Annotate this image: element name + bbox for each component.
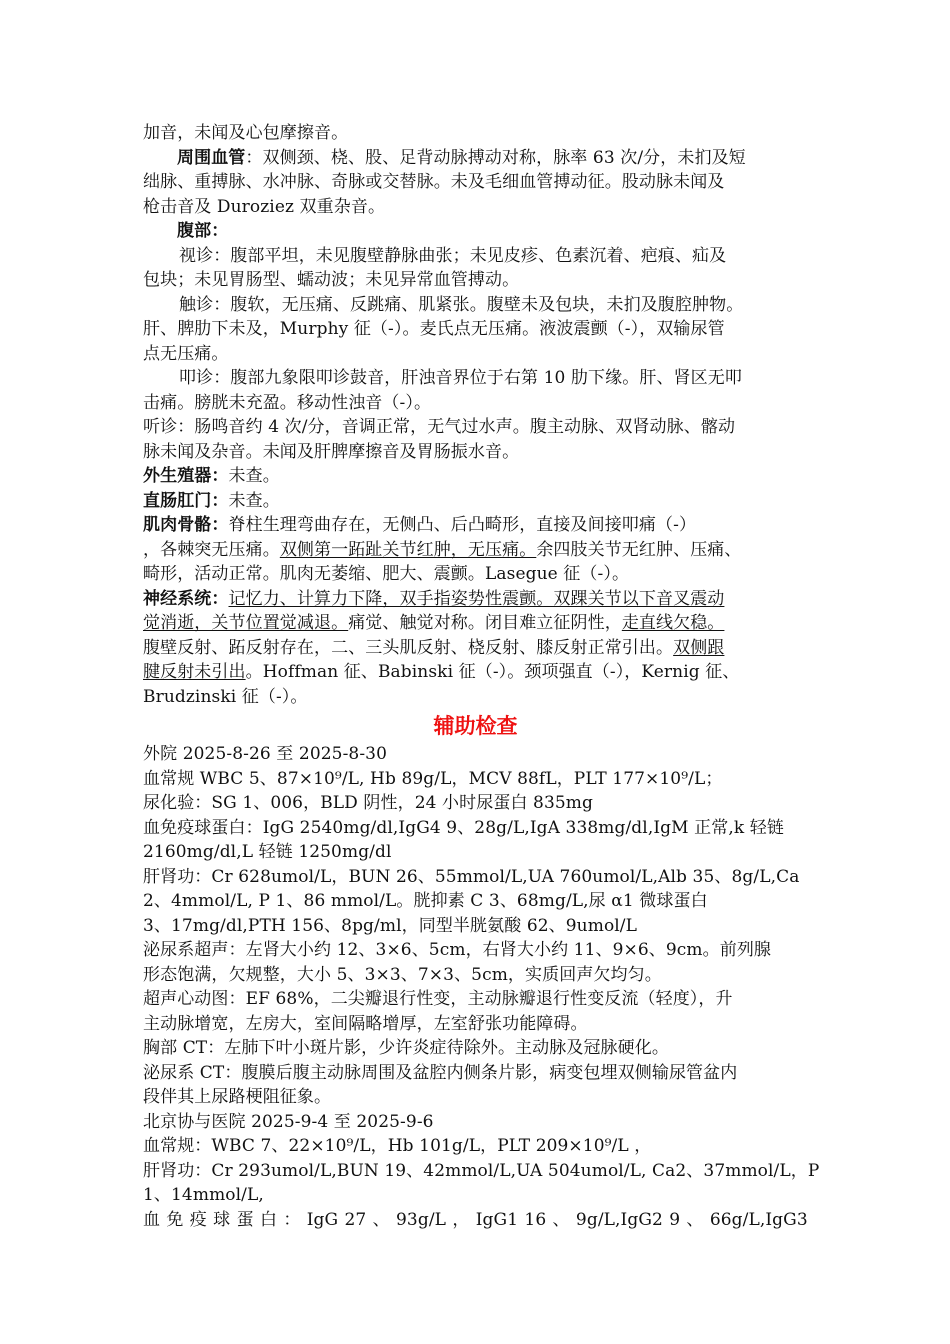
text-span: 、 [372,1209,390,1230]
text-span: 未查。 [228,466,280,486]
section-label-genitals: 外生殖器： [143,466,229,486]
underlined-finding: 走直线欠稳。 [621,613,725,633]
underlined-finding: 觉消逝，关节位置觉减退。 [143,613,349,633]
text-line: 畸形，活动正常。肌肉无萎缩、肥大、震颤。Lasegue 征（-）。 [143,564,630,584]
text-span: 9g/L,IgG2 [575,1209,663,1230]
text-line: 尿化验：SG 1、006，BLD 阴性，24 小时尿蛋白 835mg [143,793,593,813]
text-span: 疫 [189,1209,207,1230]
text-line: 触诊：腹软，无压痛、反跳痛、肌紧张。腹壁未及包块，未扪及腹腔肿物。 [179,294,744,315]
text-line: 枪击音及 Duroziez 双重杂音。 [143,196,386,217]
rectal-line [143,489,808,514]
genital-line [143,464,808,489]
text-span: 蛋 [236,1209,254,1230]
text-line: 超声心动图：EF 68%，二尖瓣退行性变，主动脉瓣退行性变反流（轻度），升 [143,989,733,1009]
text-line: 肝肾功：Cr 293umol/L,BUN 19、42mmol/L,UA 504umol/L, Ca2、37mmol/L，P [143,1160,820,1181]
text-line: 2、4mmol/L, P 1、86 mmol/L。胱抑素 C 3、68mg/L,尿 α1 微球蛋白 [143,891,708,911]
underlined-finding: 双侧跟 [673,637,725,658]
section-label-neurology: 神经系统： [143,588,229,609]
text-line: 肝、脾肋下未及，Murphy 征（-）。麦氏点无压痛。液波震颤（-），双输尿管 [143,319,725,339]
text-span: 未查。 [228,490,280,511]
neuro-line-3 [143,636,808,661]
text-span: 27 [344,1209,367,1230]
text-line: 3、17mg/dl,PTH 156、8pg/ml，同型半胱氨酸 62、9umol/L [143,915,638,936]
section-label-musculoskeletal: 肌肉骨骼： [143,515,229,535]
neuro-line-2 [143,611,808,636]
text-span: 脊柱生理弯曲存在，无侧凸、后凸畸形，直接及间接叩痛（-） [228,515,697,535]
text-line: 泌尿系超声：左肾大小约 12、3×6、5cm，右肾大小约 11、9×6、9cm。前列腺 [143,940,772,960]
text-span: ： [283,1209,301,1230]
peripheral-vessels-line [143,146,808,171]
section-label-rectum: 直肠肛门： [143,490,229,511]
msk-line-2 [143,538,808,563]
text-line: 外院 2025-8-26 至 2025-8-30 [143,744,388,764]
text-line: 听诊：肠鸣音约 4 次/分，音调正常，无气过水声。腹主动脉、双肾动脉、髂动 [143,417,736,437]
text-span: 腹壁反射、跖反射存在，二、三头肌反射、桡反射、膝反射正常引出。 [143,637,674,658]
text-span: 免 [166,1209,184,1230]
underlined-finding: 腱反射未引出 [143,662,246,682]
underlined-finding: 双侧第一跖趾关节红肿，无压痛。 [279,539,537,560]
text-line: 主动脉增宽，左房大，室间隔略增厚，左室舒张功能障碍。 [143,1013,588,1034]
text-line: 脉未闻及杂音。未闻及肝脾摩擦音及胃肠振水音。 [143,441,520,462]
text-span: IgG1 [475,1209,519,1230]
text-line: 形态饱满，欠规整，大小 5、3×3、7×3、5cm，实质回声欠均匀。 [143,964,662,985]
text-span: ， [452,1209,470,1230]
text-span: 白 [259,1209,278,1230]
text-line: 段伴其上尿路梗阻征象。 [143,1087,332,1107]
text-span: 66g/L,IgG3 [709,1209,808,1230]
text-line: 北京协与医院 2025-9-4 至 2025-9-6 [143,1111,434,1132]
text-line: 击痛。膀胱未充盈。移动性浊音（-）。 [143,392,432,413]
text-line: 血常规 WBC 5、87×10⁹/L, Hb 89g/L，MCV 88fL，PLT 177×10⁹/L； [143,768,723,789]
msk-line [143,513,808,538]
text-line: 视诊：腹部平坦，未见腹壁静脉曲张；未见皮疹、色素沉着、疤痕、疝及 [179,245,727,266]
text-span: 血 [143,1209,161,1230]
neuro-line-4 [143,660,808,685]
text-line: 绌脉、重搏脉、水冲脉、奇脉或交替脉。未及毛细血管搏动征。股动脉未闻及 [143,172,725,192]
text-line: 1、14mmol/L, [143,1185,264,1205]
text-line: 泌尿系 CT：腹膜后腹主动脉周围及盆腔内侧条片影，病变包埋双侧输尿管盆内 [143,1062,738,1083]
text-span: 93g/L [396,1209,447,1230]
text-line: 加音，未闻及心包摩擦音。 [143,123,349,143]
text-span: 、 [686,1209,704,1230]
text-line: Brudzinski 征（-）。 [143,686,308,707]
document-body [143,121,820,1232]
text-span: 、 [552,1209,570,1230]
text-span: ，各棘突无压痛。 [143,539,280,560]
underlined-finding: 记忆力、计算力下降，双手指姿势性震颤。双踝关节以下音叉震动 [228,588,725,609]
text-span: 余四肢关节无红肿、压痛、 [536,539,742,560]
text-line: 血常规：WBC 7、22×10⁹/L，Hb 101g/L，PLT 209×10⁹/L ， [143,1136,652,1156]
neuro-line [143,587,808,612]
text-span: 16 [524,1209,547,1230]
text-line: 点无压痛。 [143,343,229,364]
text-span: 球 [213,1209,231,1230]
text-span: IgG [306,1209,339,1230]
text-line: 叩诊：腹部九象限叩诊鼓音，肝浊音界位于右第 10 肋下缘。肝、肾区无叩 [179,368,742,388]
justified-text-line [143,1208,808,1233]
text-line: 肝肾功：Cr 628umol/L，BUN 26、55mmol/L,UA 760umol/L,Alb 35、8g/L,Ca [143,866,800,887]
text-span: 。Hoffman 征、Babinski 征（-）。颈项强直（-），Kernig 征、 [245,662,740,682]
section-label-peripheral-vessels: 周围血管 [177,147,246,168]
text-line: 血免疫球蛋白：IgG 2540mg/dl,IgG4 9、28g/L,IgA 338mg/dl,IgM 正常,k 轻链 [143,817,784,838]
text-span: 9 [669,1209,681,1230]
section-label-abdomen: 腹部： [177,221,229,241]
text-line: 包块；未见胃肠型、蠕动波；未见异常血管搏动。 [143,270,520,290]
section-heading-auxiliary-exams: 辅助检查 [433,714,518,738]
text-line: 胸部 CT：左肺下叶小斑片影，少许炎症待除外。主动脉及冠脉硬化。 [143,1038,669,1058]
text-line: 2160mg/dl,L 轻链 1250mg/dl [143,842,392,862]
text-span: 痛觉、触觉对称。闭目难立征阴性， [348,613,622,633]
text-span: ：双侧颈、桡、股、足背动脉搏动对称，脉率 63 次/分，未扪及短 [245,147,746,168]
